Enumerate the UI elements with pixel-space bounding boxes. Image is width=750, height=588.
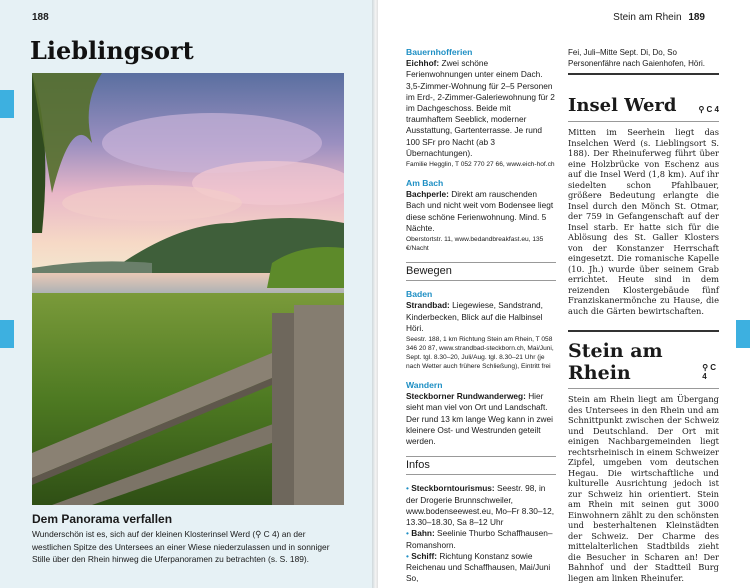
bauernhof-name: Eichhof: [406,58,440,69]
divider [568,121,719,122]
running-head-title: Stein am Rhein [613,12,682,23]
caption-title: Dem Panorama verfallen [32,512,173,526]
page-number-left: 188 [32,12,49,23]
divider [568,388,719,389]
infos-item-text: Richtung Konstanz sowie Reichenau und Schaffhausen, Mai/Juni So, [406,550,551,584]
map-pin-icon: ⚲ C 4 [698,105,719,114]
section-divider [568,330,719,332]
bauernhof-block [406,47,556,169]
page-title: Lieblingsort [30,36,194,65]
bach-contact: Oberstortstr. 11, www.bedandbreakfast.eu, 135 €/Nacht [406,236,544,253]
infos-item-name: Bahn: [411,528,435,539]
bach-block [406,178,556,253]
infos-item-name: Steckborntourismus: [411,483,495,494]
baden-heading: Baden [406,289,433,300]
bewegen-heading: Bewegen [406,262,556,281]
bauernhof-contact: Familie Hegglin, T 052 770 27 66, www.eich-hof.ch [406,161,555,169]
bullet-icon: • [406,550,409,561]
wandern-text: Hier sieht man viel von Ort und Landschaft. Der rund 13 km lange Weg kann in zwei kleinere Ost- und Westrunden geteilt werden. [406,391,553,447]
thumb-tab-left [0,320,14,348]
strandbad-name: Strandbad: [406,300,450,311]
bauernhof-text: Zwei schöne Ferienwohnungen unter einem Dach. 3,5-Zimmer-Wohnung für 2–5 Personen im Erd-, 2-Zimmer-Galeriewohnung für 2 im Dachgeschoss. Beide mit traumhaftem Seeblick, moderner Ausstattung, Gartenterrasse. Je rund 100 SFr pro Nacht (ab 3 Übernachtungen). [406,58,555,158]
infos-heading: Infos [406,456,556,475]
bauernhof-heading: Bauernhofferien [406,47,473,57]
bach-text: Direkt am rauschenden Bach und nicht weit vom Bodensee liegt diese schöne Ferienwohnung. Mind. 5 Nächte. [406,189,554,233]
stein-header [568,340,719,384]
insel-werd-title: Insel Werd [568,95,677,116]
map-pin-icon: ⚲ C 4 [702,363,717,381]
infos-list [406,483,556,584]
landscape-photo [32,73,344,505]
bach-heading: Am Bach [406,178,444,189]
bullet-icon: • [406,528,409,539]
thumb-tab-right [736,320,750,348]
insel-werd-text: Mitten im Seerhein liegt das Inselchen Werd (s. Lieblingsort S. 188). Der Rheinuferweg führt über eine Holzbrücke von Eschenz aus auf die Insel Werd (1,8 km). Auf ihr siedelten schon Pfahlbauer, größere Bedeutung erlangte die Insel durch den Mönch St. Otmar, der 759 in Gefangenschaft auf der Insel starb. Er hatte sich für die Ablösung des St. Galler Klosters von der Konstanzer Herrschaft eingesetzt. Die romanische Kapelle (10. Jh.) wurde über seinem Grab errichtet. Heute sind in dem reizenden Klostergebäude fünf Franziskanermönche zu Hause, die auch die Gärten bewirtschaften. [568,127,719,316]
wandern-block [406,380,556,447]
infos-item-name: Schiff: [411,550,438,561]
caption-text: Wunderschön ist es, sich auf der kleinen Klosterinsel Werd (⚲ C 4) an der westlichen Spitze des Untersees an einer Wiese niederzulassen und in sonniger Stille über den Rhein hinweg die Uferpanoramen zu betrachten (s. S. 189). [32,529,330,564]
infos-item-text: Seestr. 98, in der Drogerie Brunnschweiler, www.bodenseewest.eu, Mo–Fr 8.30–12, 13.30–18.30, Sa 8–12 Uhr [406,483,555,528]
strandbad-contact: Seestr. 188, 1 km Richtung Stein am Rhein, T 058 346 20 87, www.strandbad-steckborn.ch, Mai/Juni, Sept. tgl. 8.30–20, Juli/Aug. tgl. 8.30–21 Uhr (je nach Wetter auch frühere Schließung), Eintritt frei [406,336,554,371]
running-head [613,12,705,23]
wandern-name: Steckborner Rundwanderweg: [406,391,526,402]
bullet-icon: • [406,483,409,494]
book-gutter [372,0,378,588]
info-column [406,47,556,584]
baden-block [406,289,556,371]
infos-item-text: Seelinie Thurbo Schaffhausen–Romanshorn. [406,528,553,550]
infos-item [406,483,556,528]
insel-werd-header [568,95,719,117]
article-column [568,47,719,583]
page-number-right: 189 [688,12,705,23]
infos-item [406,528,556,550]
thumb-tab-left-top [0,90,14,118]
bach-name: Bachperle: [406,189,449,200]
stein-title: Stein am Rhein [568,340,663,384]
ferry-note: Fei, Juli–Mitte Sept. Di, Do, So Personenfähre nach Gaienhofen, Höri. [568,47,719,75]
strandbad-text: Liegewiese, Sandstrand, Kinderbecken, Blick auf die Halbinsel Höri. [406,300,543,333]
stein-text: Stein am Rhein liegt am Übergang des Untersees in den Rhein und am Schnittpunkt zwischen der Schweiz und Deutschland. Der Ort mit einigen Nachbargemeinden liegt rechtsrheinisch in einem Schweizer Zipfel, umgeben vom deutschen Hegau. Die wirtschaftliche und kulturelle Ausrichtung jedoch ist zur Schweiz hin orientiert. Stein am Rhein mit seinen gut 3000 Einwohnern zählt zu den schönsten und besterhaltenen Kleinstädten der Schweiz. Der Charme des mittelalterlichen Stadtbilds zieht die Besucher in Scharen an! Der Bahnhof und der Stadtteil Burg liegen am linken Rheinufer. [568,394,719,583]
wandern-heading: Wandern [406,380,443,391]
infos-item [406,551,556,585]
